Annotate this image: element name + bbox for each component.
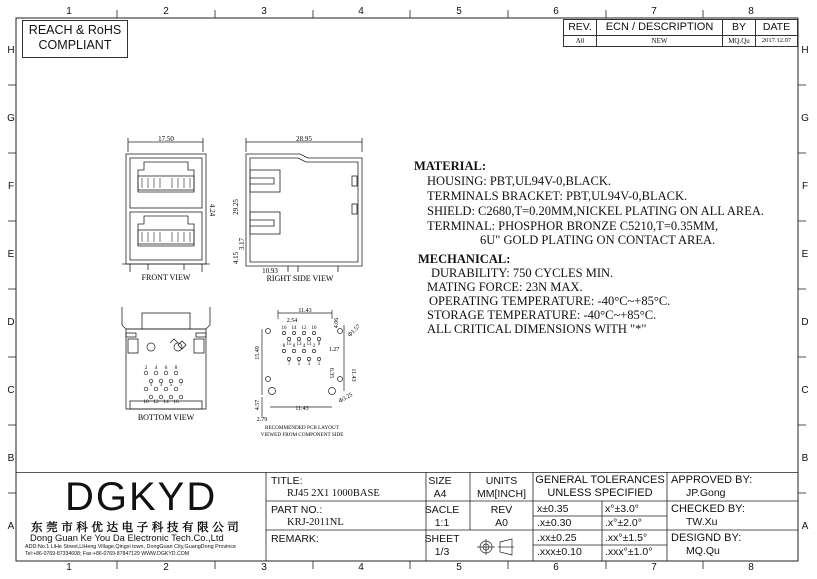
pcb-pin: 5	[297, 362, 301, 367]
front-width-dim: 17.50	[158, 135, 174, 143]
scale-label: SACLE	[424, 504, 460, 516]
pcb-left-dim: 15.49	[255, 346, 261, 360]
zone-col-label: 4	[358, 6, 364, 17]
zone-row-label: B	[801, 453, 809, 464]
side-small2-dim: 4.15	[232, 251, 240, 265]
bv-pin: 14	[163, 399, 169, 405]
bv-pin: 16	[173, 399, 179, 405]
zone-col-label: 1	[66, 562, 72, 573]
mechanical-heading: MECHANICAL:	[418, 252, 511, 266]
material-line: TERMINALS BRACKET: PBT,UL94V-0,BLACK.	[427, 189, 688, 203]
company-cn-name: 东莞市科优达电子科技有限公司	[31, 522, 243, 534]
pcb-layout-drawing	[248, 305, 368, 440]
side-height-dim: 29.25	[232, 199, 240, 215]
pcb-pin: 4	[302, 344, 306, 349]
pcb-row-dim: 2.54	[286, 318, 298, 324]
pcb-pin: 15	[286, 342, 292, 347]
units-value: MM[INCH]	[477, 488, 526, 500]
right-side-view-label: RIGHT SIDE VIEW	[266, 274, 334, 282]
pcb-pin: 7	[287, 362, 291, 367]
title-value: RJ45 2X1 1000BASE	[287, 488, 380, 499]
compliance-line2: COMPLIANT	[38, 38, 112, 52]
rev-header: REV.	[563, 19, 597, 36]
zone-col-label: 7	[651, 6, 657, 17]
pcb-top-dim: 11.43	[298, 308, 312, 314]
zone-row-label: G	[7, 113, 15, 124]
zone-col-label: 3	[261, 562, 267, 573]
zone-col-label: 6	[553, 6, 559, 17]
company-contact: Tel:+86-0769-87334608; Fax:+86-0769-87847129 WWW.DGKYD.COM	[25, 551, 190, 557]
by-value: MQ.Qu	[722, 35, 756, 47]
material-line: HOUSING: PBT,UL94V-0,BLACK.	[427, 174, 612, 188]
tolerance-heading-1: GENERAL TOLERANCES	[535, 474, 665, 486]
zone-row-label: E	[7, 249, 15, 260]
pcb-label-line1: RECOMMENDED PCB LAYOUT	[265, 425, 339, 431]
pcb-pin: 1	[317, 362, 321, 367]
projection-symbol-icon	[474, 536, 518, 558]
ecn-header: ECN / DESCRIPTION	[596, 19, 723, 36]
date-value: 2017.12.07	[755, 35, 798, 47]
remark-label: REMARK:	[271, 533, 319, 545]
bv-pin: 10	[143, 399, 149, 405]
zone-col-label: 8	[748, 562, 754, 573]
pcb-right-dim: 11.43	[350, 368, 356, 382]
material-line: TERMINAL: PHOSPHOR BRONZE C5210,T=0.35MM,	[427, 219, 719, 233]
right-side-view-drawing	[228, 132, 368, 282]
pcb-pin: 6	[292, 344, 296, 349]
checked-label: CHECKED BY:	[671, 503, 745, 515]
mechanical-line: DURABILITY: 750 CYCLES MIN.	[431, 266, 614, 280]
pcb-lower-dim: 4.57	[255, 399, 261, 411]
tol-linear: .xxx±0.10	[537, 546, 582, 558]
size-value: A4	[433, 488, 447, 500]
pcb-pin: 14	[291, 326, 297, 331]
bottom-view-label: BOTTOM VIEW	[137, 413, 195, 422]
units-label: UNITS	[485, 475, 518, 487]
scale-value: 1:1	[434, 517, 450, 529]
sheet-value: 1/3	[434, 546, 450, 558]
zone-col-label: 2	[163, 562, 169, 573]
tol-angular: .xxx°±1.0°	[605, 546, 653, 558]
part-label: PART NO.:	[271, 504, 323, 516]
material-heading: MATERIAL:	[414, 159, 486, 173]
tol-linear: .xx±0.25	[537, 532, 577, 544]
tol-angular: .xx°±1.5°	[605, 532, 648, 544]
pcb-pin: 16	[281, 326, 287, 331]
zone-row-label: A	[801, 521, 809, 532]
pcb-bottom-dim: 11.43	[295, 406, 309, 412]
zone-row-label: D	[801, 317, 809, 328]
title-label: TITLE:	[271, 475, 303, 487]
approved-label: APPROVED BY:	[671, 474, 753, 486]
mechanical-line: OPERATING TEMPERATURE: -40°C~+85°C.	[429, 294, 671, 308]
bv-pin: 2	[144, 365, 148, 371]
side-small-dim: 3.17	[238, 237, 246, 251]
company-address: ADD:No.1 LiHe Street,LiHeng Village,Qingxi town, DongGuan City,GuangDong Province	[25, 544, 237, 550]
designed-label: DESIGND BY:	[671, 532, 742, 544]
front-view-label: FRONT VIEW	[141, 273, 191, 282]
pcb-pin: 8	[282, 344, 286, 349]
zone-col-label: 5	[456, 6, 462, 17]
material-line: 6U" GOLD PLATING ON CONTACT AREA.	[480, 233, 716, 247]
zone-row-label: G	[801, 113, 809, 124]
front-mid-dim: 4.24	[208, 204, 216, 217]
front-view-drawing	[118, 132, 218, 282]
tol-linear: .x±0.30	[537, 517, 572, 529]
zone-col-label: 5	[456, 562, 462, 573]
zone-col-label: 8	[748, 6, 754, 17]
side-base-dim: 10.93	[262, 267, 278, 275]
bv-pin: 3	[159, 382, 163, 388]
material-line: SHIELD: C2680,T=0.20MM,NICKEL PLATING ON ALL AREA.	[427, 204, 765, 218]
zone-row-label: H	[801, 45, 809, 56]
zone-row-label: E	[801, 249, 809, 260]
bv-pin: 6	[164, 365, 168, 371]
company-en-name: Dong Guan Ke You Da Electronic Tech.Co.,Ltd	[30, 532, 224, 543]
tol-linear: x±0.35	[537, 503, 569, 515]
tolerance-heading-2: UNLESS SPECIFIED	[547, 487, 653, 499]
bottom-view-drawing	[118, 305, 218, 425]
part-value: KRJ-2011NL	[287, 517, 344, 528]
mechanical-line: MATING FORCE: 23N MAX.	[427, 280, 583, 294]
tol-angular: x°±3.0°	[605, 503, 640, 515]
compliance-badge	[22, 20, 128, 58]
rev-value: A0	[495, 517, 508, 529]
ecn-value: NEW	[596, 35, 723, 47]
rev-label: REV	[490, 504, 513, 516]
pcb-pin: 3	[307, 362, 311, 367]
by-header: BY	[722, 19, 756, 36]
pcb-pin: 13	[296, 342, 302, 347]
side-width-dim: 28.95	[296, 135, 312, 143]
zone-row-label: F	[7, 181, 15, 192]
approved-value: JP.Gong	[686, 487, 726, 499]
revision-table	[563, 19, 797, 46]
bv-pin: 1	[149, 382, 153, 388]
pcb-pin: 11	[306, 342, 312, 347]
zone-row-label: F	[801, 181, 809, 192]
bv-pin: 7	[179, 382, 183, 388]
zone-col-label: 6	[553, 562, 559, 573]
zone-row-label: D	[7, 317, 15, 328]
pcb-pin: 2	[312, 344, 316, 349]
bv-pin: 12	[153, 399, 159, 405]
tol-angular: .x°±2.0°	[605, 517, 642, 529]
pcb-pin: 9	[317, 342, 321, 347]
compliance-line1: REACH & RoHS	[28, 23, 122, 37]
zone-col-label: 4	[358, 562, 364, 573]
zone-col-label: 2	[163, 6, 169, 17]
pcb-pin: 12	[301, 326, 307, 331]
date-header: DATE	[755, 19, 798, 36]
bv-pin: 4	[154, 365, 158, 371]
zone-row-label: C	[801, 385, 809, 396]
zone-col-label: 1	[66, 6, 72, 17]
company-logo: DGKYD	[65, 475, 218, 519]
zone-col-label: 7	[651, 562, 657, 573]
pcb-corner-dim: 2.79	[256, 417, 268, 423]
rev-value: A0	[563, 35, 597, 47]
pcb-hole-dim: Φ1.57	[347, 323, 362, 339]
mechanical-line: ALL CRITICAL DIMENSIONS WITH "*"	[427, 322, 647, 336]
pcb-pitch-dim: 1.27	[328, 347, 340, 353]
zone-row-label: A	[7, 521, 15, 532]
zone-row-label: C	[7, 385, 15, 396]
pcb-mid-dim: 6.35	[328, 367, 334, 379]
zone-row-label: H	[7, 45, 15, 56]
zone-row-label: B	[7, 453, 15, 464]
mechanical-line: STORAGE TEMPERATURE: -40°C~+85°C.	[427, 308, 657, 322]
pcb-small-dim: 4.06	[334, 317, 340, 329]
designed-value: MQ.Qu	[686, 545, 720, 557]
bv-pin: 5	[169, 382, 173, 388]
bv-pin: 8	[174, 365, 178, 371]
size-label: SIZE	[428, 475, 452, 487]
pcb-mount-dim: Φ3.25	[338, 392, 354, 405]
pcb-label-line2: VIEWED FROM COMPONENT SIDE	[260, 432, 344, 438]
pcb-pin: 10	[311, 326, 317, 331]
checked-value: TW.Xu	[686, 516, 718, 528]
zone-col-label: 3	[261, 6, 267, 17]
sheet-label: SHEET	[424, 533, 460, 545]
